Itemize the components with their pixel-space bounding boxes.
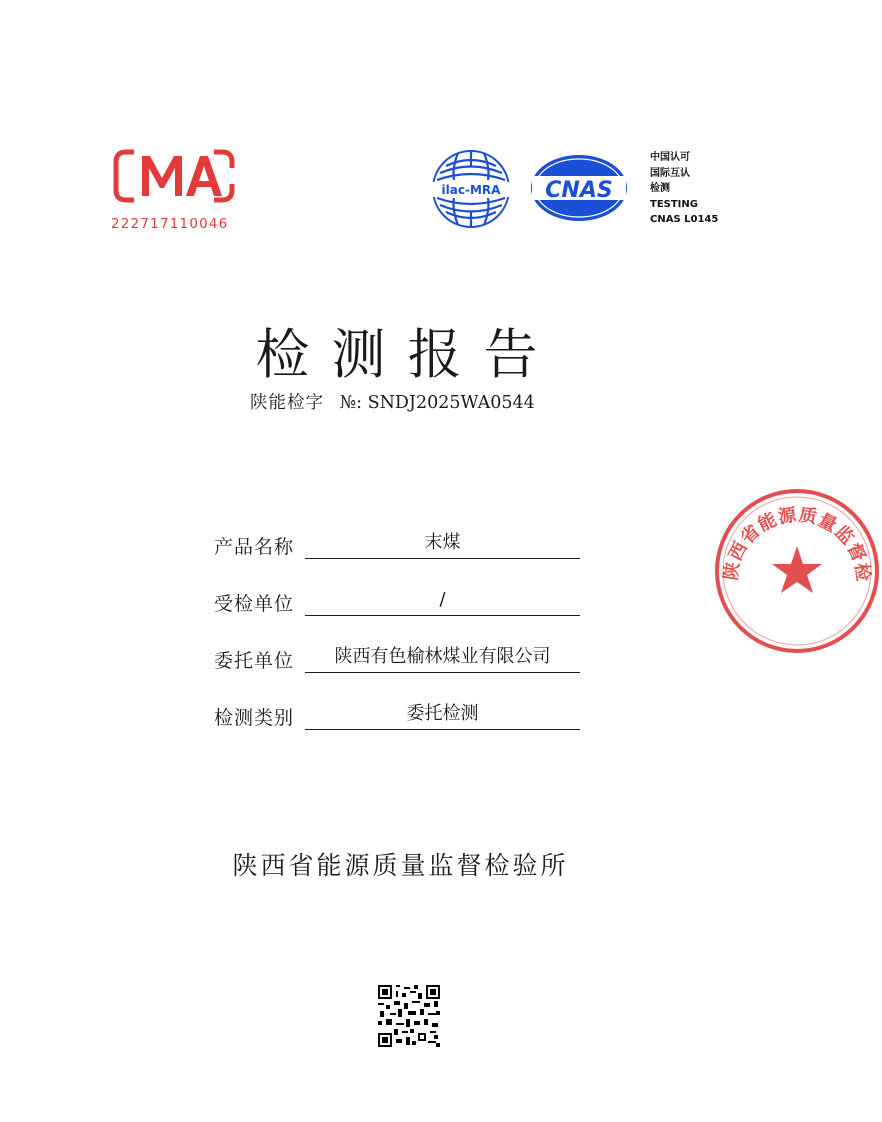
cma-logo-graphic bbox=[112, 148, 236, 204]
institute-name: 陕西省能源质量监督检验所 bbox=[232, 851, 569, 880]
svg-text:CNAS: CNAS bbox=[545, 178, 613, 203]
report-number bbox=[250, 389, 535, 414]
report-number-value: : SNDJ2025WA0544 bbox=[356, 393, 535, 413]
field-label: 受检单位 bbox=[214, 593, 295, 615]
accreditation-line: TESTING bbox=[650, 198, 698, 210]
cma-logo bbox=[112, 148, 236, 204]
field-value: / bbox=[305, 587, 580, 616]
field-value: 委托检测 bbox=[305, 701, 580, 730]
official-seal bbox=[712, 486, 882, 656]
ilac-mra-logo bbox=[430, 148, 512, 230]
field-value: 末煤 bbox=[305, 530, 580, 559]
cnas-logo-graphic bbox=[528, 152, 630, 224]
qr-code-icon bbox=[378, 985, 440, 1047]
accreditation-text bbox=[650, 150, 718, 228]
field-value: 陕西有色榆林煤业有限公司 bbox=[305, 644, 580, 673]
report-number-symbol: № bbox=[339, 393, 357, 413]
accreditation-line: 国际互认 bbox=[650, 167, 690, 179]
svg-text:ilac-MRA: ilac-MRA bbox=[441, 183, 501, 197]
cnas-logo bbox=[528, 152, 630, 224]
report-number-label: 陕能检字 bbox=[250, 393, 324, 413]
accreditation-line: 检测 bbox=[650, 183, 670, 194]
ilac-mra-globe-icon bbox=[430, 148, 512, 230]
seal-stamp-graphic bbox=[712, 486, 882, 656]
accreditation-line: CNAS L0145 bbox=[650, 214, 719, 225]
field-label: 委托单位 bbox=[214, 650, 295, 672]
field-label: 检测类别 bbox=[214, 707, 295, 729]
report-title: 检测报告 bbox=[255, 323, 560, 386]
svg-text:陕西省能源质量监督检验所: 陕西省能源质量监督检 bbox=[720, 504, 874, 584]
qr-code-graphic bbox=[378, 985, 440, 1047]
field-label: 产品名称 bbox=[214, 536, 295, 558]
cma-certificate-number: 222717110046 bbox=[111, 216, 229, 232]
accreditation-line: 中国认可 bbox=[650, 152, 690, 163]
